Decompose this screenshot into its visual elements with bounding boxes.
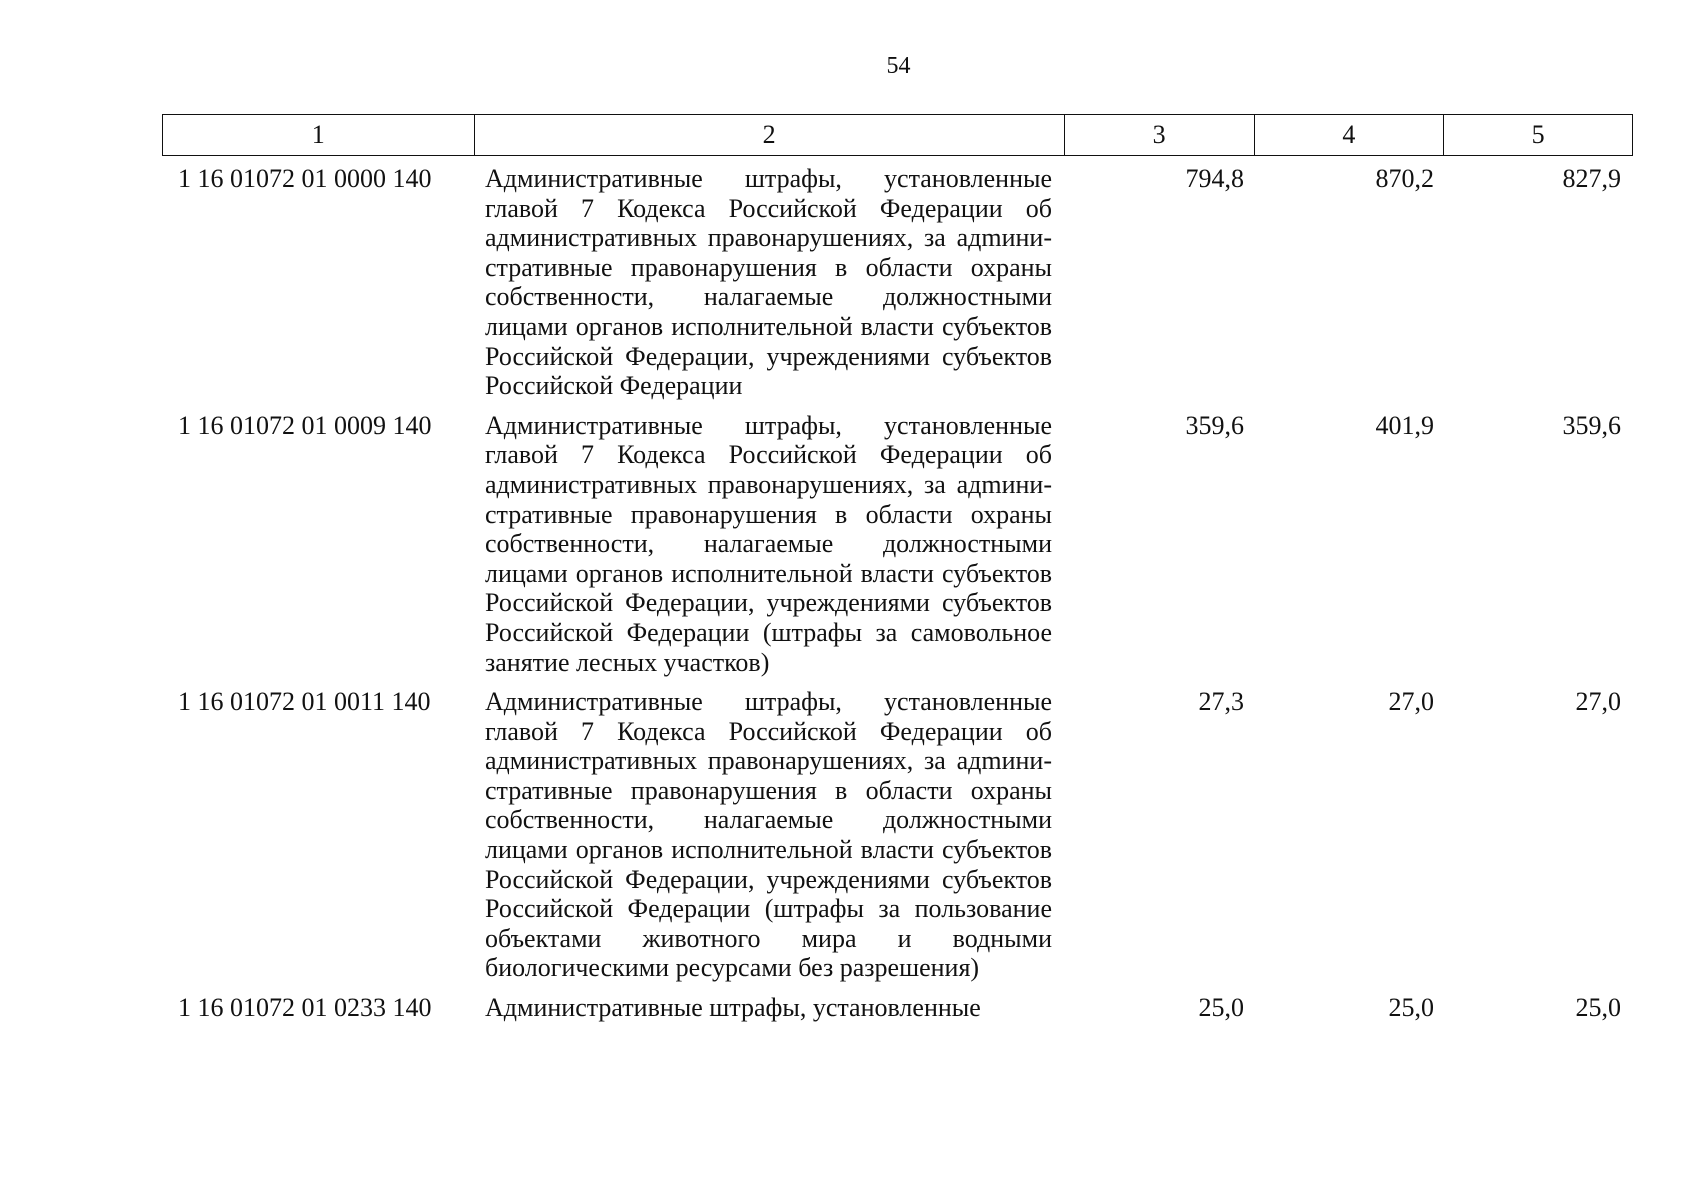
value-col5-cell: 827,9 — [1562, 164, 1621, 193]
value-col4-cell: 25,0 — [1388, 993, 1434, 1023]
table-row — [162, 164, 1633, 401]
value-col4-cell: 870,2 — [1375, 164, 1434, 193]
table-row — [162, 993, 1633, 1023]
value-col5-cell: 25,0 — [1575, 993, 1621, 1023]
value-col4-cell: 401,9 — [1375, 410, 1434, 440]
budget-table — [162, 114, 1633, 1023]
column-header-2: 2 — [474, 115, 1064, 155]
value-col5-cell: 359,6 — [1562, 410, 1621, 440]
value-col3-cell: 27,3 — [1198, 687, 1244, 717]
value-col5-cell: 27,0 — [1575, 687, 1621, 717]
budget-code-cell: 1 16 01072 01 0233 140 — [178, 993, 432, 1023]
budget-code-cell: 1 16 01072 01 0000 140 — [178, 164, 432, 193]
column-header-4: 4 — [1254, 115, 1444, 155]
page-number: 54 — [886, 53, 911, 79]
value-col3-cell: 25,0 — [1198, 993, 1244, 1023]
table-row — [162, 687, 1633, 983]
description-cell: Административные штрафы, установленные главой 7 Кодекса Российской Федерации об административных правонарушениях, за адmинистративные правонарушения в области охраны собственности, налагаемые должностными лицами органов исполнительной власти субъектов Российской Федерации, учреждениями субъектов Российской Федерации — [485, 164, 1052, 401]
column-header-3: 3 — [1064, 115, 1254, 155]
value-col3-cell: 359,6 — [1185, 410, 1244, 440]
column-header-5: 5 — [1443, 115, 1632, 155]
column-header-1: 1 — [311, 120, 325, 149]
table-header-row — [162, 114, 1633, 156]
budget-code-cell: 1 16 01072 01 0011 140 — [178, 687, 431, 717]
value-col4-cell: 27,0 — [1388, 687, 1434, 717]
description-cell: Административные штрафы, установленные — [485, 993, 981, 1023]
budget-code-cell: 1 16 01072 01 0009 140 — [178, 410, 432, 440]
table-row — [162, 411, 1633, 677]
description-cell: Административные штрафы, установленные главой 7 Кодекса Российской Федерации об административных правонарушениях, за адmинистративные правонарушения в области охраны собственности, налагаемые должностными лицами органов исполнительной власти субъектов Российской Федерации, учреждениями субъектов Российской Федерации (штрафы за пользование объектами животного мира и водными биологическими ресурсами без разрешения) — [485, 687, 1052, 983]
description-cell: Административные штрафы, установленные главой 7 Кодекса Российской Федерации об административных правонарушениях, за адmинистративные правонарушения в области охраны собственности, налагаемые должностными лицами органов исполнительной власти субъектов Российской Федерации, учреждениями субъектов Российской Федерации (штрафы за самовольное занятие лесных участков) — [485, 410, 1052, 677]
value-col3-cell: 794,8 — [1185, 164, 1244, 193]
